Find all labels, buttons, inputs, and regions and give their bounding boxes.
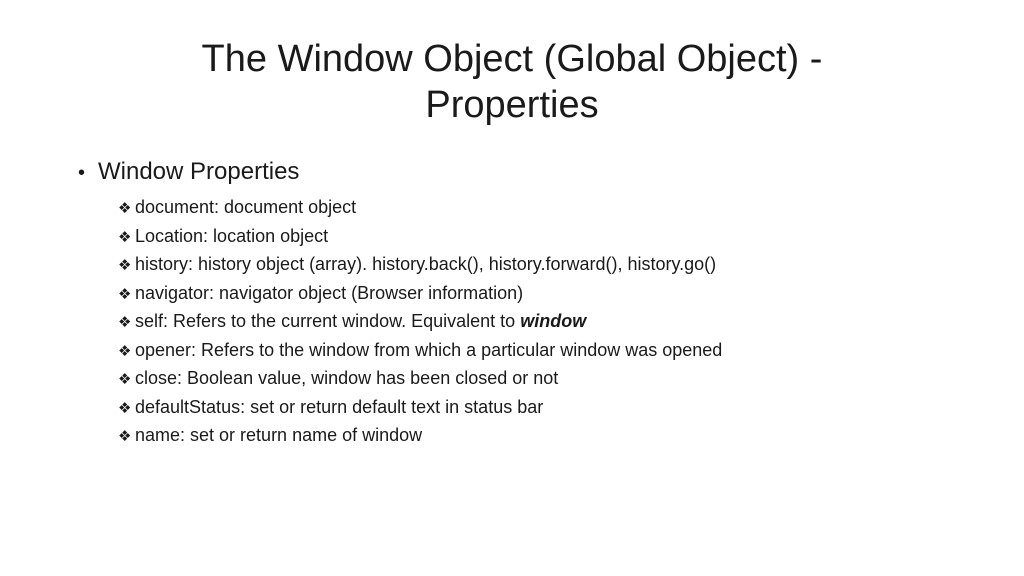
list-item-text: close: Boolean value, window has been closed or not (135, 368, 559, 388)
diamond-bullet-icon: ❖ (118, 314, 132, 331)
list-item (118, 364, 978, 393)
list-item-text: Location: location object (135, 225, 329, 246)
list-item (118, 336, 978, 365)
main-bullet (78, 156, 978, 189)
emphasized-keyword: window (520, 311, 587, 331)
list-item (118, 193, 978, 222)
slide-title-line-2: Properties (425, 84, 599, 126)
slide-title (70, 36, 954, 128)
list-item-text: document: document object (135, 197, 357, 217)
list-item-text: defaultStatus: set or return default text in status bar (135, 396, 544, 417)
diamond-bullet-icon: ❖ (118, 285, 132, 303)
list-item (118, 279, 978, 308)
diamond-bullet-icon: ❖ (118, 200, 132, 217)
bullet-dot-icon: • (78, 162, 86, 184)
list-item (118, 222, 978, 251)
list-item (118, 250, 978, 279)
main-bullet-text: Window Properties (98, 158, 300, 185)
diamond-bullet-icon: ❖ (118, 428, 132, 445)
diamond-bullet-icon: ❖ (118, 228, 132, 246)
list-item (118, 421, 978, 450)
diamond-bullet-icon: ❖ (118, 342, 132, 360)
list-item-text: name: set or return name of window (135, 425, 423, 445)
property-list (78, 193, 978, 450)
list-item (118, 393, 978, 422)
list-item-text: opener: Refers to the window from which a particular window was opened (135, 339, 723, 360)
diamond-bullet-icon: ❖ (118, 257, 132, 274)
list-item-text: history: history object (array). history.back(), history.forward(), history.go() (135, 254, 717, 274)
list-item-text: self: Refers to the current window. Equivalent to (135, 311, 516, 331)
diamond-bullet-icon: ❖ (118, 371, 132, 388)
list-item-text: navigator: navigator object (Browser information) (135, 282, 524, 303)
diamond-bullet-icon: ❖ (118, 399, 132, 417)
slide-title-line-1: The Window Object (Global Object) - (201, 38, 823, 80)
slide-body (78, 156, 978, 450)
list-item (118, 307, 978, 336)
